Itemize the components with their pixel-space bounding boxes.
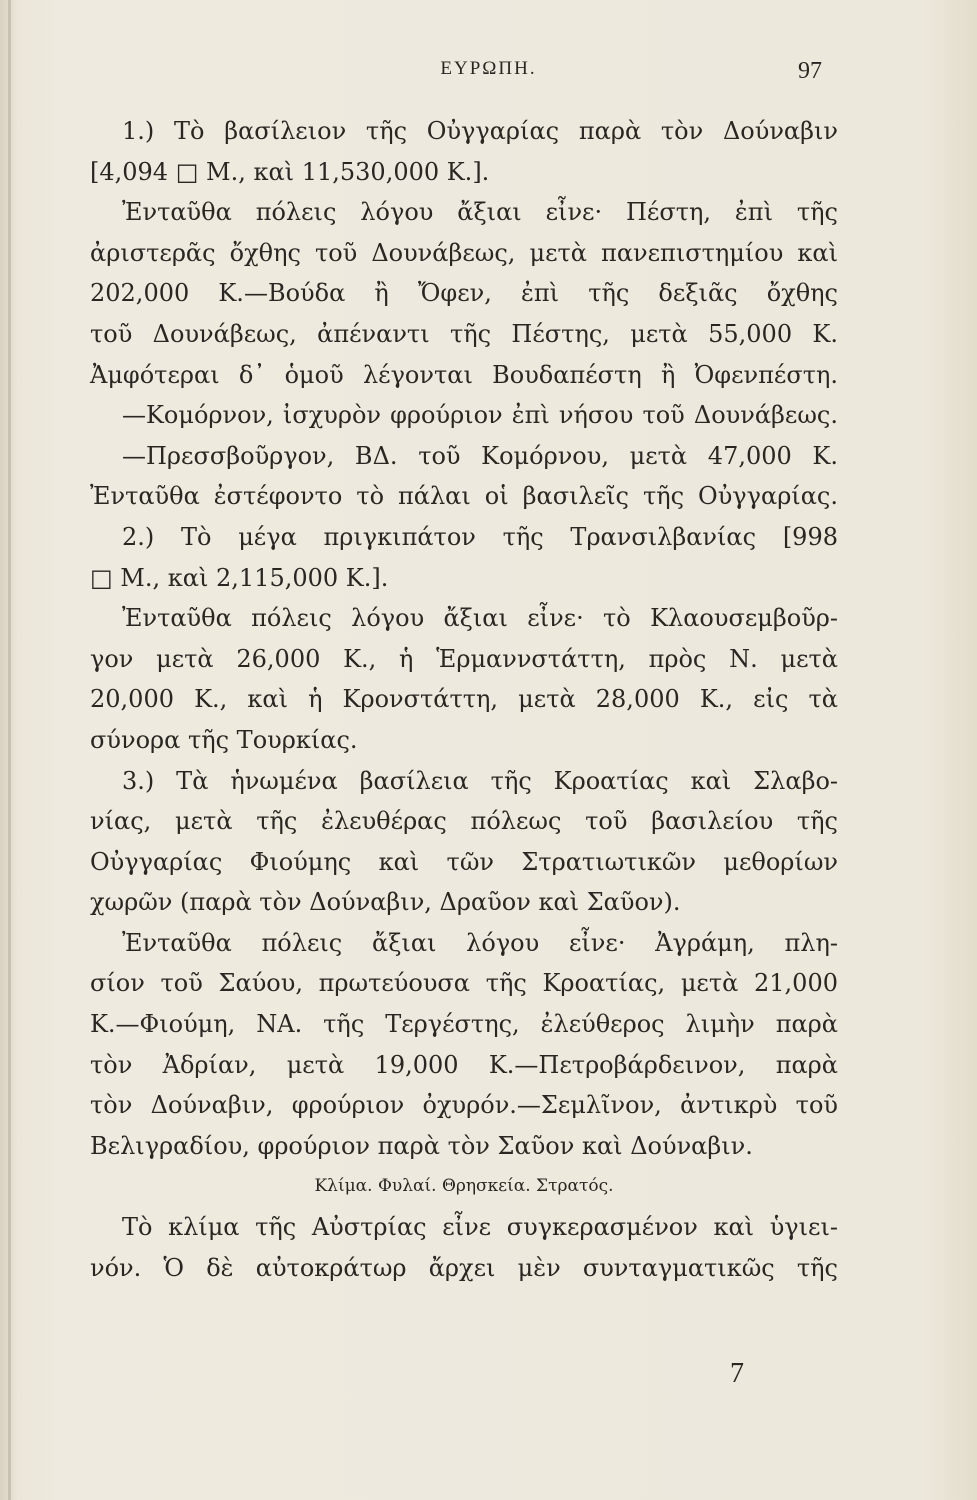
text-line: 3.) Τὰ ἡνωμένα βασίλεια τῆς Κροατίας καὶ Σλαβο- [122, 766, 838, 795]
text-line: [4,094 □ Μ., καὶ 11,530,000 Κ.]. [90, 157, 490, 186]
text-line: □ Μ., καὶ 2,115,000 Κ.]. [90, 563, 389, 592]
running-title: ΕΥΡΩΠΗ. [440, 58, 537, 79]
page-number: 97 [798, 58, 822, 84]
signature-mark: 7 [730, 1358, 744, 1389]
text-line: τοῦ Δουνάβεως, ἀπέναντι τῆς Πέστης, μετὰ 55,000 Κ. [90, 319, 838, 348]
binding-edge [8, 0, 11, 1500]
text-line: τὸν Δούναβιν, φρούριον ὀχυρόν.—Σεμλῖνον, ἀντικρὺ τοῦ [90, 1091, 838, 1120]
text-line: 20,000 Κ., καὶ ἡ Κρονστάττη, μετὰ 28,000 Κ., εἰς τὰ [90, 685, 838, 714]
text-line: χωρῶν (παρὰ τὸν Δούναβιν, Δραῦον καὶ Σαῦον). [90, 888, 681, 917]
page-header [0, 58, 977, 88]
text-line: ἀριστερᾶς ὄχθης τοῦ Δουνάβεως, μετὰ πανεπιστημίου καὶ [90, 238, 838, 267]
text-line: γον μετὰ 26,000 Κ., ἡ Ἑρμαννστάττη, πρὸς Ν. μετὰ [90, 644, 838, 673]
text-line: 202,000 Κ.—Βούδα ἢ Ὄφεν, ἐπὶ τῆς δεξιᾶς ὄχθης [90, 279, 838, 308]
page-body [90, 111, 838, 1288]
text-line: τὸν Ἀδρίαν, μετὰ 19,000 Κ.—Πετροβάρδεινον, παρὰ [90, 1050, 838, 1079]
text-line: νίας, μετὰ τῆς ἐλευθέρας πόλεως τοῦ βασιλείου τῆς [90, 807, 838, 836]
text-line: 1.) Τὸ βασίλειον τῆς Οὐγγαρίας παρὰ τὸν Δούναβιν [122, 117, 838, 145]
text-line: Ἐνταῦθα πόλεις ἄξιαι λόγου εἶνε· Ἀγράμη, πλη- [122, 928, 838, 957]
text-line: σύνορα τῆς Τουρκίας. [90, 725, 358, 754]
text-line: —Πρεσσβοῦργον, ΒΔ. τοῦ Κομόρνου, μετὰ 47,000 Κ. [122, 441, 838, 470]
text-line: σίον τοῦ Σαύου, πρωτεύουσα τῆς Κροατίας, μετὰ 21,000 [90, 969, 838, 998]
text-line: —Κομόρνον, ἰσχυρὸν φρούριον ἐπὶ νήσου τοῦ Δουνάβεως. [122, 401, 838, 430]
text-line: Βελιγραδίου, φρούριον παρὰ τὸν Σαῦον καὶ Δούναβιν. [90, 1131, 753, 1160]
text-line: Οὐγγαρίας Φιούμης καὶ τῶν Στρατιωτικῶν μεθορίων [90, 847, 838, 876]
section-heading: Κλίμα. Φυλαί. Θρησκεία. Στρατός. [314, 1176, 614, 1197]
text-line: Ἐνταῦθα πόλεις λόγου ἄξιαι εἶνε· τὸ Κλαουσεμβοῦρ- [122, 604, 838, 633]
text-line: νόν. Ὁ δὲ αὐτοκράτωρ ἄρχει μὲν συνταγματικῶς τῆς [90, 1253, 838, 1282]
text-line: Ἐνταῦθα πόλεις λόγου ἄξιαι εἶνε· Πέστη, ἐπὶ τῆς [122, 198, 838, 227]
text-line: Κ.—Φιούμη, ΝΑ. τῆς Τεργέστης, ἐλεύθερος λιμὴν παρὰ [90, 1010, 838, 1039]
text-line: 2.) Τὸ μέγα πριγκιπάτον τῆς Τρανσιλβανίας [998 [122, 522, 838, 551]
text-line: Ἀμφότεραι δ᾽ ὁμοῦ λέγονται Βουδαπέστη ἢ Ὀφενπέστη. [90, 360, 838, 389]
text-line: Τὸ κλίμα τῆς Αὐστρίας εἶνε συγκερασμένον καὶ ὑγιει- [122, 1213, 838, 1242]
text-line: Ἐνταῦθα ἐστέφοντο τὸ πάλαι οἱ βασιλεῖς τῆς Οὐγγαρίας. [90, 482, 838, 511]
